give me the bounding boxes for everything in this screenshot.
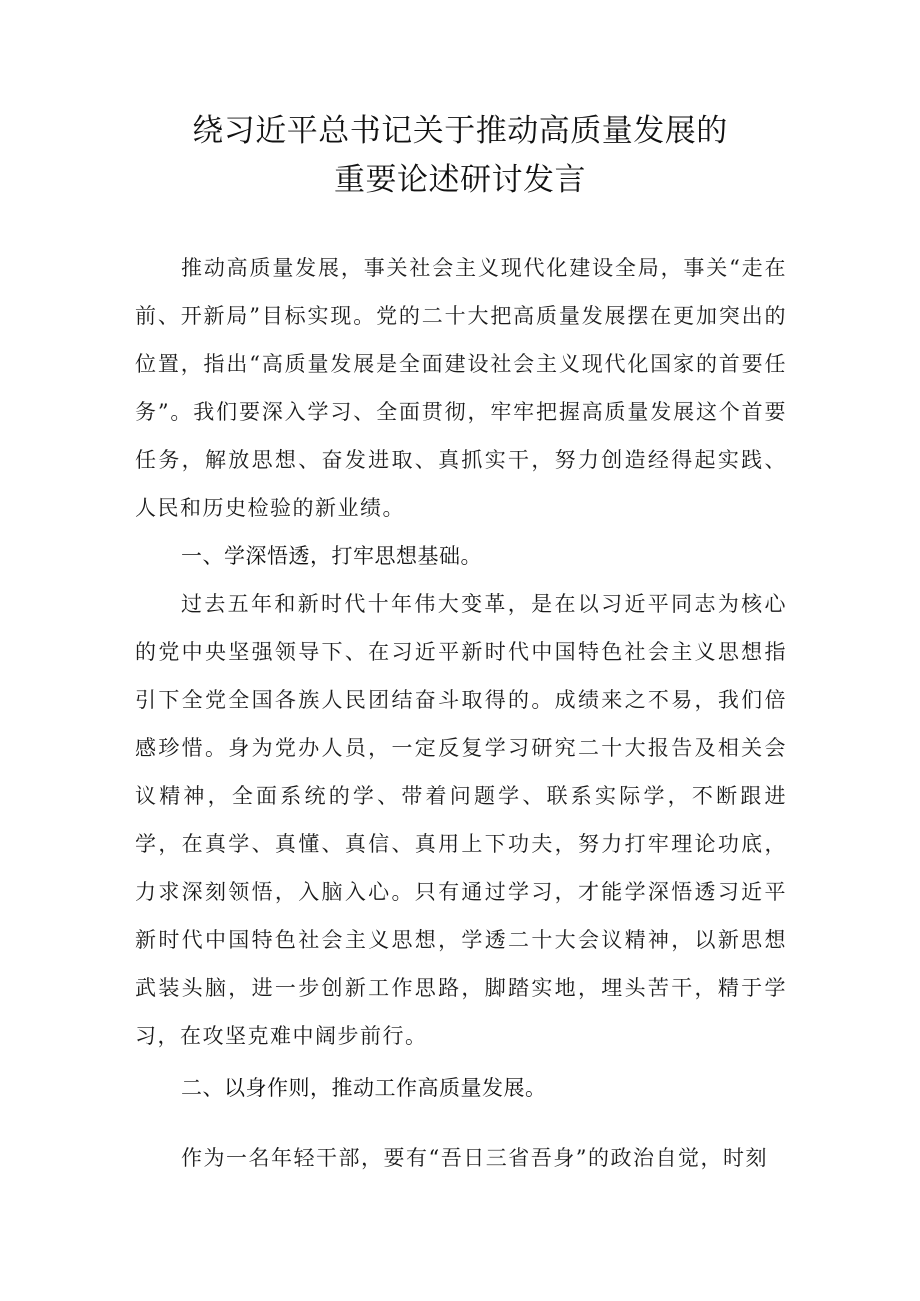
section-heading-2: 二、以身作则，推动工作高质量发展。 <box>181 1076 547 1100</box>
paragraph-intro: 推动高质量发展，事关社会主义现代化建设全局，事关“走在前、开新局”目标实现。党的二十大把高质量发展摆在更加突出的位置，指出“高质量发展是全面建设社会主义现代化国家的首要任务”。我们要深入学习、全面贯彻，牢牢把握高质量发展这个首要任务，解放思想、奋发进取、真抓实干，努力创造经得起实践、人民和历史检验的新业绩。 <box>135 256 787 520</box>
paragraph-section-1: 过去五年和新时代十年伟大变革，是在以习近平同志为核心的党中央坚强领导下、在习近平新时代中国特色社会主义思想指引下全党全国各族人民团结奋斗取得的。成绩来之不易，我们倍感珍惜。身为党办人员，一定反复学习研究二十大报告及相关会议精神，全面系统的学、带着问题学、联系实际学，不断跟进学，在真学、真懂、真信、真用上下功夫，努力打牢理论功底，力求深刻领悟，入脑入心。只有通过学习，才能学深悟透习近平新时代中国特色社会主义思想，学透二十大会议精神，以新思想武装头脑，进一步创新工作思路，脚踏实地，埋头苦干，精于学习，在攻坚克难中阔步前行。 <box>135 592 787 1048</box>
document-title-line-2: 重要论述研讨发言 <box>334 162 586 198</box>
document-title-line-1: 绕习近平总书记关于推动高质量发展的 <box>192 113 728 149</box>
section-heading-1: 一、学深悟透，打牢思想基础。 <box>181 544 482 568</box>
paragraph-section-2: 作为一名年轻干部，要有“吾日三省吾身”的政治自觉，时刻 <box>181 1146 768 1170</box>
